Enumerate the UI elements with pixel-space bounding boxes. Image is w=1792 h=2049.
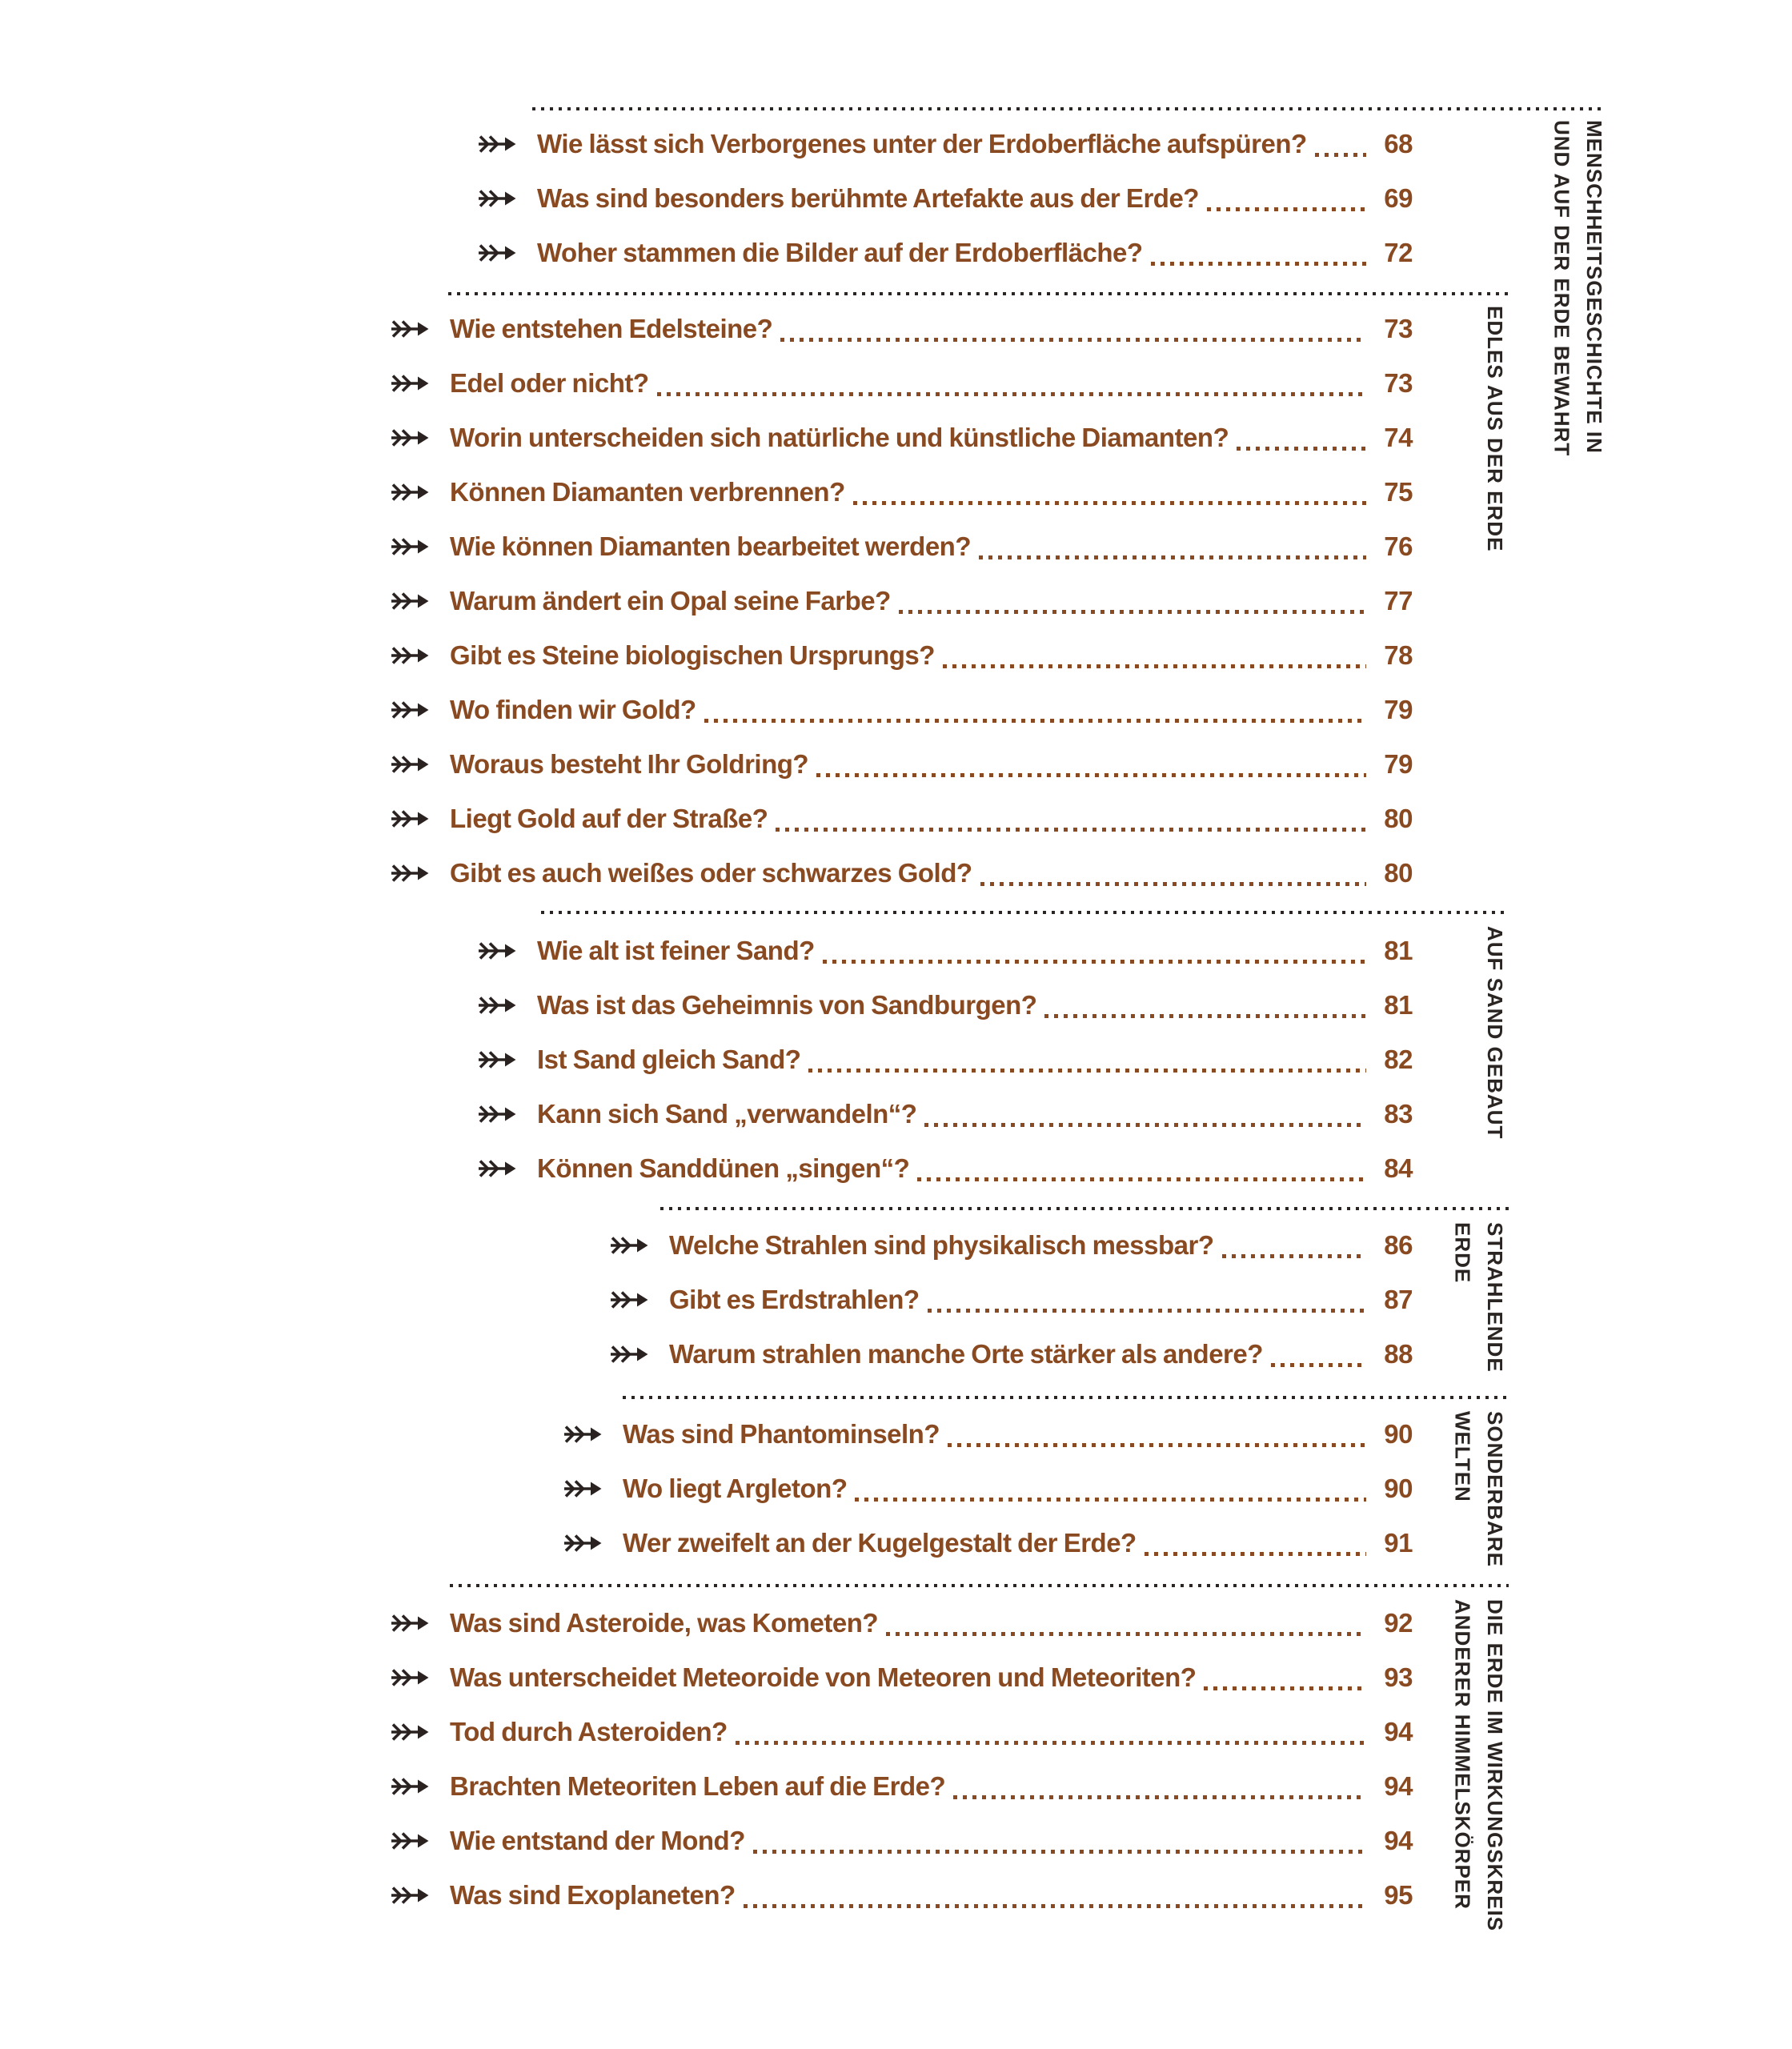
section-divider — [623, 1396, 1509, 1399]
page-number: 76 — [1384, 531, 1413, 561]
dot-leader — [736, 1741, 1366, 1745]
toc-entry-title: Welche Strahlen sind physikalisch messbar? — [669, 1230, 1214, 1260]
toc-entry-title: Gibt es Erdstrahlen? — [669, 1285, 920, 1314]
page-number: 73 — [1384, 314, 1413, 343]
page-number: 79 — [1384, 749, 1413, 779]
double-chevron-arrow-right-icon — [610, 1289, 648, 1310]
section-label — [1479, 306, 1511, 551]
double-chevron-arrow-right-icon — [391, 427, 429, 448]
toc-entry — [0, 465, 1792, 519]
section-label-line: ANDERER HIMMELSKÖRPER — [1450, 1599, 1475, 1910]
toc-entry-title: Warum strahlen manche Orte stärker als andere? — [669, 1339, 1263, 1369]
section-label-line: UND AUF DER ERDE BEWAHRT — [1549, 120, 1574, 457]
dot-leader — [948, 1443, 1366, 1447]
page-number: 73 — [1384, 368, 1413, 398]
double-chevron-arrow-right-icon — [563, 1424, 602, 1445]
page-number: 86 — [1384, 1230, 1413, 1260]
dot-leader — [1207, 207, 1366, 211]
toc-entry-title: Können Diamanten verbrennen? — [450, 477, 845, 507]
dot-leader — [1204, 1686, 1366, 1690]
double-chevron-arrow-right-icon — [478, 940, 516, 961]
dot-leader — [704, 719, 1366, 723]
toc-entry-title: Woraus besteht Ihr Goldring? — [450, 749, 809, 779]
double-chevron-arrow-right-icon — [391, 645, 429, 666]
dot-leader — [1315, 153, 1366, 157]
dot-leader — [823, 960, 1366, 964]
toc-section — [0, 1407, 1792, 1570]
toc-entry — [0, 1141, 1792, 1196]
toc-entry-title: Wie können Diamanten bearbeitet werden? — [450, 531, 972, 561]
section-label-line: SONDERBARE — [1483, 1411, 1507, 1567]
page-number: 78 — [1384, 640, 1413, 670]
section-label — [1545, 120, 1610, 456]
toc-section — [0, 924, 1792, 1196]
dot-leader — [899, 610, 1366, 614]
page-number: 94 — [1384, 1717, 1413, 1746]
toc-entry — [0, 1327, 1792, 1381]
double-chevron-arrow-right-icon — [391, 482, 429, 503]
dot-leader — [808, 1069, 1366, 1073]
toc-entry-title: Edel oder nicht? — [450, 368, 649, 398]
section-divider — [448, 292, 1509, 295]
section-label — [1446, 1222, 1511, 1373]
toc-entry-title: Wo finden wir Gold? — [450, 695, 696, 724]
toc-entry — [0, 1596, 1792, 1650]
toc-entry-title: Was ist das Geheimnis von Sandburgen? — [537, 990, 1037, 1020]
dot-leader — [928, 1309, 1366, 1313]
section-label-line: ERDE — [1450, 1222, 1475, 1284]
double-chevron-arrow-right-icon — [391, 1830, 429, 1851]
toc-entry — [0, 846, 1792, 900]
toc-entry-title: Worin unterscheiden sich natürliche und künstliche Diamanten? — [450, 423, 1229, 452]
double-chevron-arrow-right-icon — [478, 243, 516, 263]
dot-leader — [853, 501, 1366, 505]
double-chevron-arrow-right-icon — [563, 1478, 602, 1499]
toc-section — [0, 302, 1792, 900]
double-chevron-arrow-right-icon — [391, 536, 429, 557]
section-label-line: DIE ERDE IM WIRKUNGSKREIS — [1483, 1599, 1507, 1932]
double-chevron-arrow-right-icon — [391, 808, 429, 829]
page-number: 92 — [1384, 1608, 1413, 1638]
dot-leader — [816, 773, 1366, 777]
page-number: 95 — [1384, 1880, 1413, 1910]
section-label-line: WELTEN — [1450, 1411, 1475, 1502]
double-chevron-arrow-right-icon — [391, 1613, 429, 1634]
section-divider — [541, 911, 1509, 914]
dot-leader — [1222, 1254, 1367, 1258]
toc-entry-title: Gibt es Steine biologischen Ursprungs? — [450, 640, 935, 670]
toc-entry — [0, 411, 1792, 465]
dot-leader — [1044, 1014, 1366, 1018]
toc-entry — [0, 1218, 1792, 1273]
page-number: 90 — [1384, 1474, 1413, 1503]
page-number: 94 — [1384, 1771, 1413, 1801]
toc-entry — [0, 1650, 1792, 1705]
toc-entry — [0, 924, 1792, 978]
page-number: 81 — [1384, 936, 1413, 965]
section-divider — [532, 107, 1605, 110]
dot-leader — [980, 882, 1366, 886]
toc-entry — [0, 1814, 1792, 1868]
page-number: 68 — [1384, 129, 1413, 158]
section-divider — [450, 1584, 1509, 1587]
toc-entry-title: Brachten Meteoriten Leben auf die Erde? — [450, 1771, 946, 1801]
page-number: 91 — [1384, 1528, 1413, 1558]
toc-entry-title: Wie entstand der Mond? — [450, 1826, 745, 1855]
double-chevron-arrow-right-icon — [478, 1049, 516, 1070]
toc-entry-title: Was unterscheidet Meteoroide von Meteoren und Meteoriten? — [450, 1662, 1197, 1692]
toc-entry-title: Ist Sand gleich Sand? — [537, 1045, 801, 1074]
double-chevron-arrow-right-icon — [563, 1533, 602, 1554]
page-number: 77 — [1384, 586, 1413, 616]
page-number: 90 — [1384, 1419, 1413, 1449]
toc-entry-title: Wie lässt sich Verborgenes unter der Erdoberfläche aufspüren? — [537, 129, 1307, 158]
toc-entry — [0, 519, 1792, 574]
toc-entry — [0, 1462, 1792, 1516]
dot-leader — [776, 828, 1366, 832]
toc-entry-title: Was sind Asteroide, was Kometen? — [450, 1608, 879, 1638]
page-number: 84 — [1384, 1153, 1413, 1183]
page-number: 93 — [1384, 1662, 1413, 1692]
toc-entry — [0, 792, 1792, 846]
dot-leader — [780, 338, 1366, 342]
double-chevron-arrow-right-icon — [478, 995, 516, 1016]
dot-leader — [1151, 262, 1366, 266]
double-chevron-arrow-right-icon — [391, 1885, 429, 1906]
section-divider — [660, 1207, 1509, 1210]
section-label — [1479, 926, 1511, 1139]
dot-leader — [1145, 1552, 1366, 1556]
toc-entry — [0, 978, 1792, 1033]
section-label — [1446, 1599, 1511, 1931]
double-chevron-arrow-right-icon — [391, 754, 429, 775]
toc-section — [0, 1596, 1792, 1923]
dot-leader — [917, 1177, 1366, 1181]
double-chevron-arrow-right-icon — [391, 319, 429, 339]
double-chevron-arrow-right-icon — [391, 1722, 429, 1742]
page-number: 69 — [1384, 183, 1413, 213]
toc-entry — [0, 1705, 1792, 1759]
page-number: 75 — [1384, 477, 1413, 507]
page-number: 72 — [1384, 238, 1413, 267]
toc-section — [0, 117, 1792, 280]
toc-entry-title: Gibt es auch weißes oder schwarzes Gold? — [450, 858, 972, 888]
dot-leader — [753, 1850, 1366, 1854]
dot-leader — [1237, 447, 1366, 451]
double-chevron-arrow-right-icon — [391, 700, 429, 720]
page-number: 82 — [1384, 1045, 1413, 1074]
page-number: 80 — [1384, 804, 1413, 833]
toc-entry-title: Wer zweifelt an der Kugelgestalt der Erde? — [623, 1528, 1137, 1558]
dot-leader — [979, 555, 1366, 559]
toc-entry-title: Tod durch Asteroiden? — [450, 1717, 728, 1746]
double-chevron-arrow-right-icon — [391, 1667, 429, 1688]
page-number: 88 — [1384, 1339, 1413, 1369]
dot-leader — [953, 1795, 1366, 1799]
toc-entry — [0, 226, 1792, 280]
dot-leader — [943, 664, 1366, 668]
double-chevron-arrow-right-icon — [478, 134, 516, 154]
toc-entry-title: Wie alt ist feiner Sand? — [537, 936, 815, 965]
toc-entry — [0, 628, 1792, 683]
toc-entry — [0, 1407, 1792, 1462]
toc-entry — [0, 1868, 1792, 1923]
toc-entry — [0, 356, 1792, 411]
toc-entry — [0, 737, 1792, 792]
page-number: 74 — [1384, 423, 1413, 452]
section-label-line: MENSCHHEITSGESCHICHTE IN — [1582, 120, 1606, 454]
dot-leader — [657, 392, 1366, 396]
toc-entry-title: Können Sanddünen „singen“? — [537, 1153, 910, 1183]
toc-entry-title: Wie entstehen Edelsteine? — [450, 314, 773, 343]
toc-entry — [0, 1273, 1792, 1327]
page-number: 81 — [1384, 990, 1413, 1020]
double-chevron-arrow-right-icon — [478, 188, 516, 209]
page-number: 80 — [1384, 858, 1413, 888]
toc-entry-title: Was sind Exoplaneten? — [450, 1880, 736, 1910]
section-label-line: AUF SAND GEBAUT — [1483, 926, 1507, 1140]
double-chevron-arrow-right-icon — [391, 863, 429, 884]
dot-leader — [855, 1498, 1366, 1502]
toc-entry — [0, 574, 1792, 628]
double-chevron-arrow-right-icon — [610, 1235, 648, 1256]
section-label — [1446, 1411, 1511, 1567]
double-chevron-arrow-right-icon — [478, 1104, 516, 1125]
double-chevron-arrow-right-icon — [391, 591, 429, 611]
page-number: 87 — [1384, 1285, 1413, 1314]
dot-leader — [1271, 1363, 1366, 1367]
toc-entry — [0, 1033, 1792, 1087]
toc-entry — [0, 1087, 1792, 1141]
toc-entry-title: Was sind Phantominseln? — [623, 1419, 940, 1449]
page-number: 79 — [1384, 695, 1413, 724]
toc-entry-title: Liegt Gold auf der Straße? — [450, 804, 768, 833]
dot-leader — [924, 1123, 1366, 1127]
page-number: 83 — [1384, 1099, 1413, 1129]
dot-leader — [744, 1904, 1366, 1908]
toc-entry-title: Woher stammen die Bilder auf der Erdoberfläche? — [537, 238, 1143, 267]
toc-entry — [0, 1759, 1792, 1814]
toc-entry — [0, 683, 1792, 737]
double-chevron-arrow-right-icon — [391, 373, 429, 394]
toc-entry-title: Kann sich Sand „verwandeln“? — [537, 1099, 917, 1129]
page-number: 94 — [1384, 1826, 1413, 1855]
double-chevron-arrow-right-icon — [478, 1158, 516, 1179]
toc-entry-title: Was sind besonders berühmte Artefakte aus der Erde? — [537, 183, 1199, 213]
toc-entry — [0, 117, 1792, 171]
section-label-line: EDLES AUS DER ERDE — [1483, 306, 1507, 552]
dot-leader — [886, 1632, 1366, 1636]
toc-entry-title: Wo liegt Argleton? — [623, 1474, 848, 1503]
double-chevron-arrow-right-icon — [610, 1344, 648, 1365]
toc-entry — [0, 1516, 1792, 1570]
toc-entry-title: Warum ändert ein Opal seine Farbe? — [450, 586, 891, 616]
toc-entry — [0, 171, 1792, 226]
double-chevron-arrow-right-icon — [391, 1776, 429, 1797]
toc-section — [0, 1218, 1792, 1381]
toc-entry — [0, 302, 1792, 356]
section-label-line: STRAHLENDE — [1483, 1222, 1507, 1373]
